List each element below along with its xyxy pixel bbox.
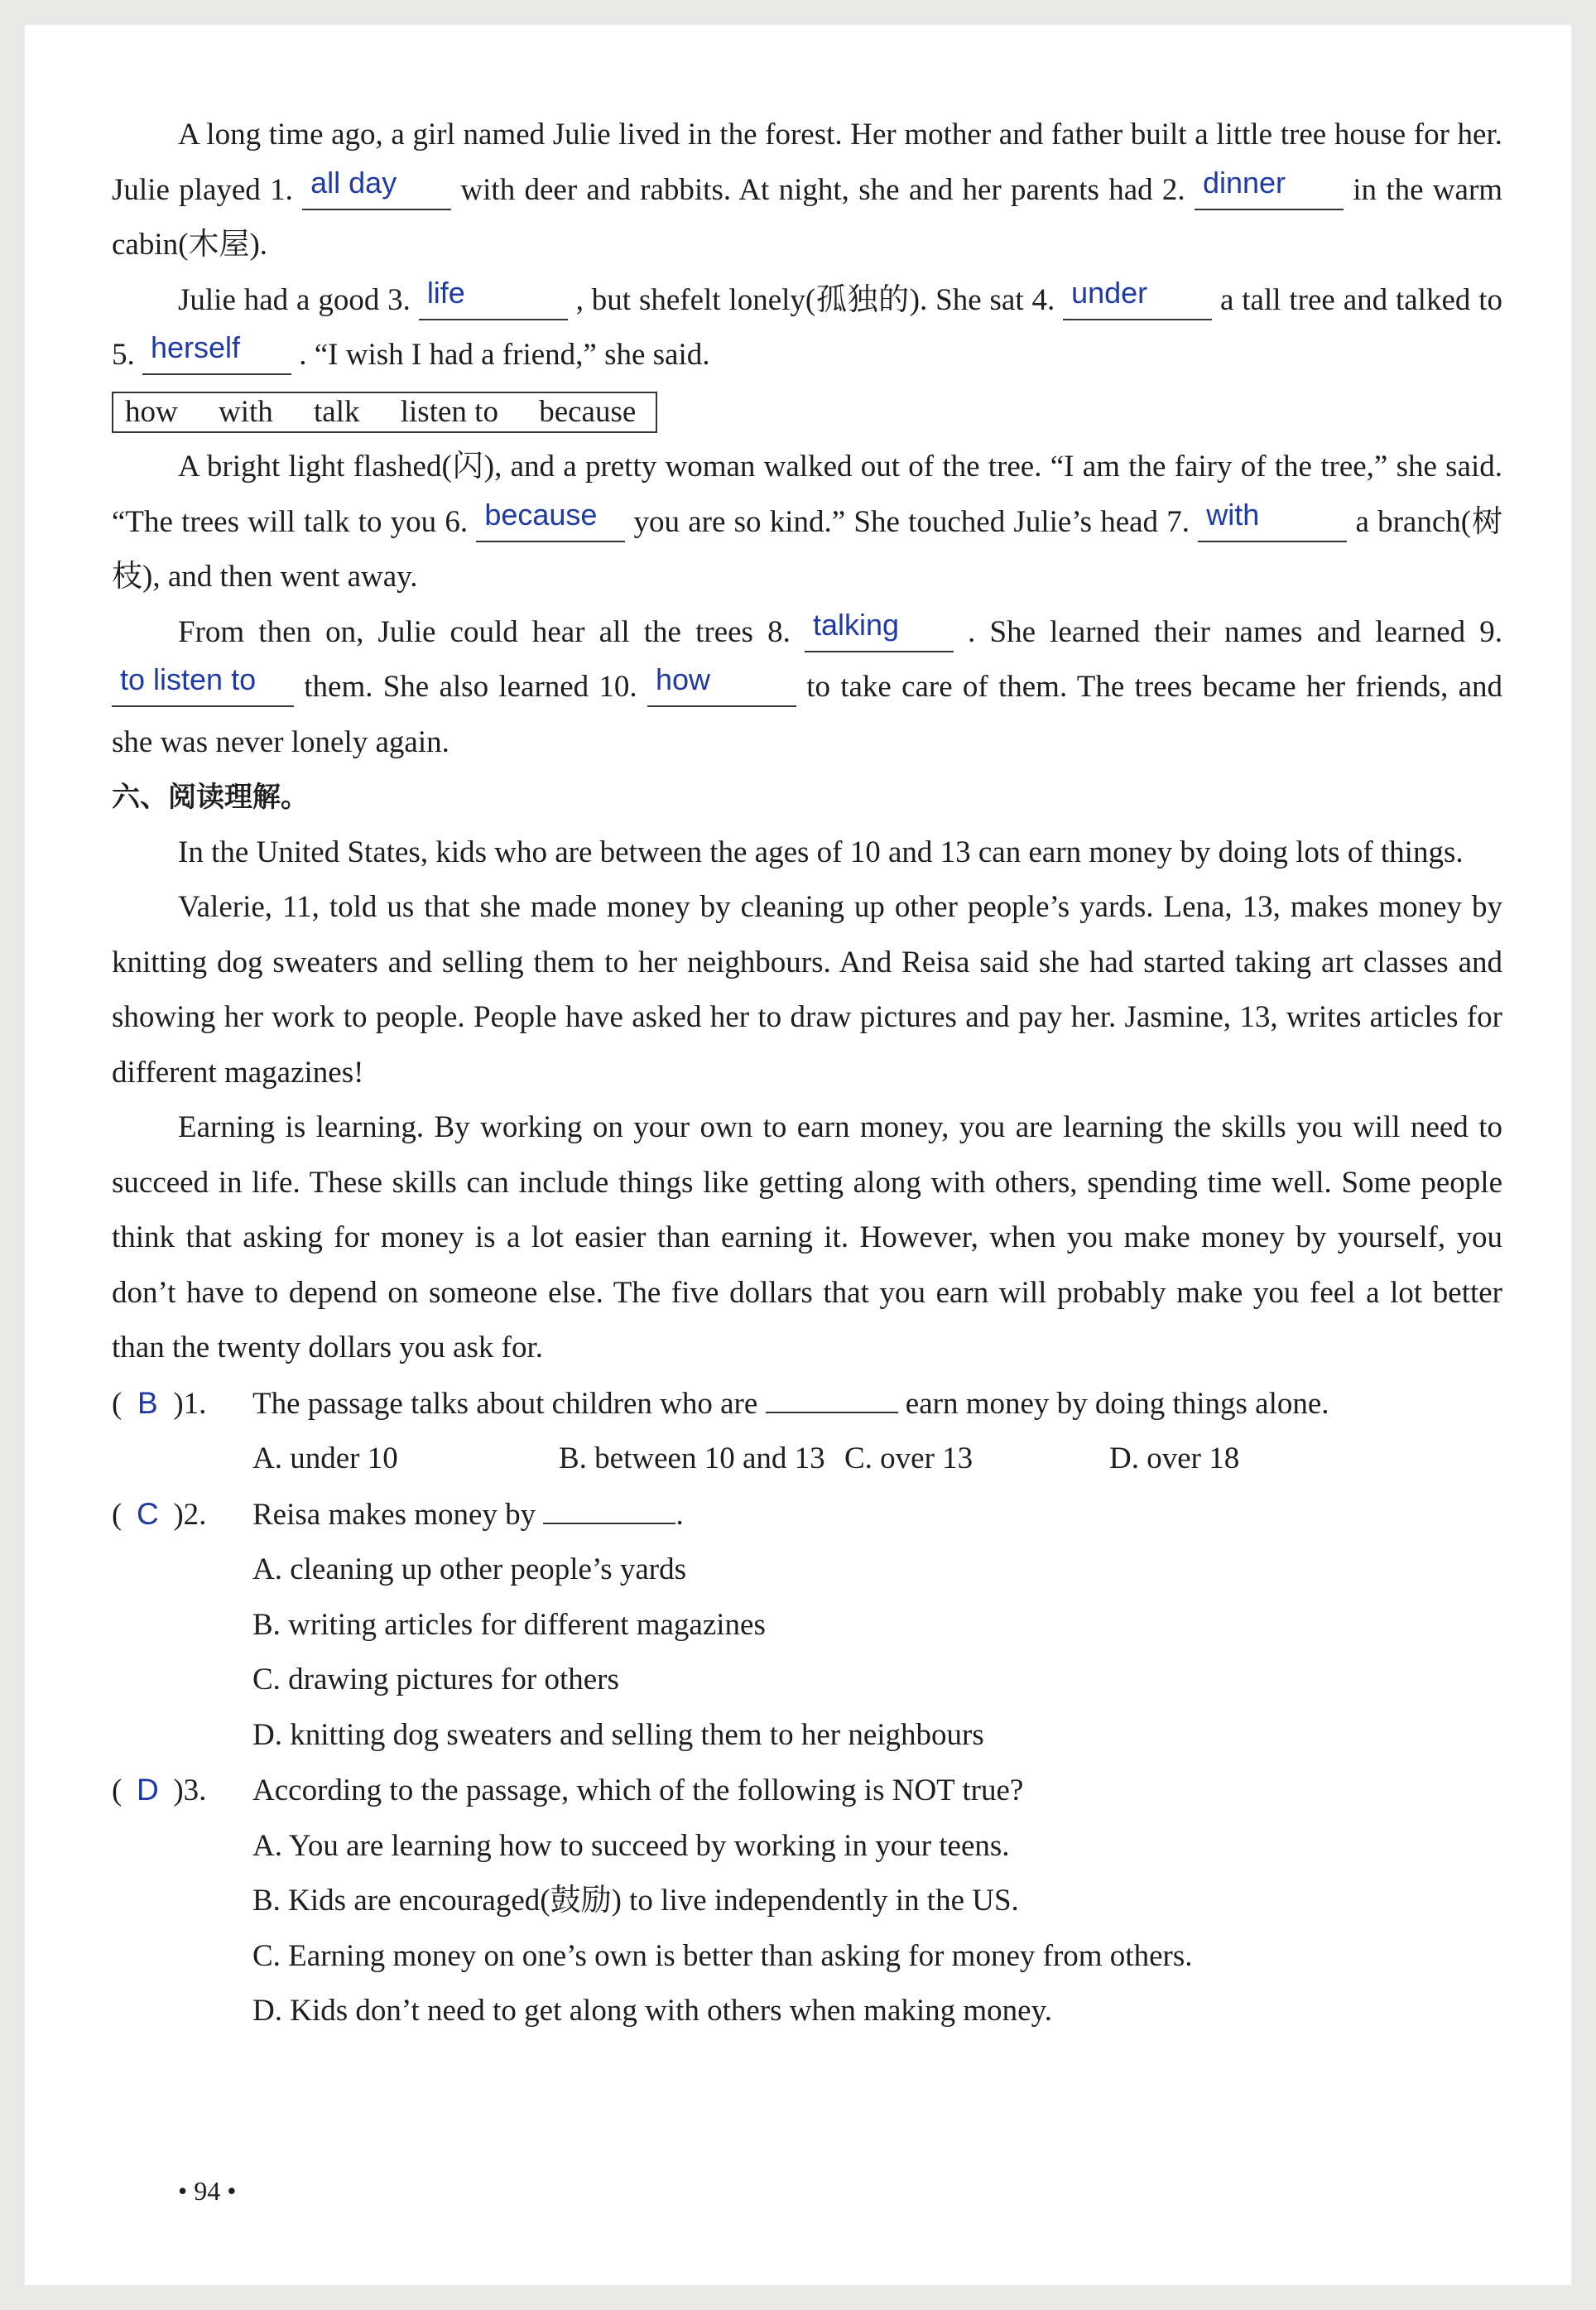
word-box-item: listen to — [400, 394, 498, 429]
section-title: 六、阅读理解。 — [112, 781, 309, 814]
answer-3: life — [426, 275, 465, 310]
reading-paragraph1: In the United States, kids who are between the ages of 10 and 13 can earn money by doing lots of things. — [178, 835, 1464, 869]
option: B. between 10 and 13 — [559, 1441, 825, 1475]
answer-2: dinner — [1202, 165, 1286, 200]
question-2-stem: Reisa makes money by . — [252, 1497, 684, 1532]
page-number: • 94 • — [178, 2176, 237, 2206]
word-box-item: talk — [314, 394, 360, 429]
option: B. Kids are encouraged(鼓励) to live independently in the US. — [252, 1884, 1019, 1918]
question-1-answer: B — [137, 1385, 158, 1420]
blank-3 — [419, 275, 568, 320]
answer-8: talking — [812, 607, 900, 642]
word-box-item: how — [125, 394, 178, 429]
question-2: ( C )2. Reisa makes money by . — [112, 1487, 1502, 1543]
answer-4: under — [1071, 275, 1148, 310]
question-3: ( D )3. According to the passage, which of the following is NOT true? — [112, 1763, 1502, 1819]
word-box-item: because — [539, 394, 637, 429]
option: C. Earning money on one’s own is better than asking for money from others. — [252, 1938, 1193, 1973]
question-1-blank — [766, 1412, 898, 1413]
question-2-answer: C — [136, 1496, 159, 1531]
passage1-paragraph1: A long time ago, a girl named Julie lived in the forest. Her mother and father built a little tree house for her. Julie played 1. all day with deer and rabbits. At night, she and her parents had 2. dinner in the warm cabin(木屋). — [112, 118, 1503, 262]
blank-1 — [302, 165, 451, 210]
content — [112, 108, 1502, 2039]
question-1-stem: The passage talks about children who are earn money by doing things alone. — [252, 1386, 1329, 1421]
question-3-answer: D — [136, 1773, 159, 1807]
answer-9: to listen to — [120, 662, 257, 696]
answer-10: how — [655, 662, 710, 696]
word-box-item: with — [218, 394, 273, 429]
passage1-paragraph2: Julie had a good 3. life , but shefelt lonely(孤独的). She sat 4. under a tall tree and talked to 5. herself . “I wish I had a friend,” she said. — [112, 273, 1502, 383]
option: D. Kids don’t need to get along with others when making money. — [252, 1994, 1052, 2028]
blank-7 — [1198, 497, 1347, 542]
blank-9 — [112, 662, 294, 707]
option: D. over 18 — [1109, 1441, 1240, 1475]
option: A. under 10 — [252, 1441, 398, 1475]
option: C. over 13 — [844, 1441, 973, 1475]
passage2-paragraph1: A bright light flashed(闪), and a pretty woman walked out of the tree. “I am the fairy of the tree,” she said. “The trees will talk to you 6. because you are so kind.” She touched Julie’s head 7. with a branch(树枝), and then went away. — [112, 450, 1503, 594]
blank-8 — [805, 607, 954, 652]
option: D. knitting dog sweaters and selling them to her neighbours — [252, 1717, 984, 1752]
reading-paragraph2: Valerie, 11, told us that she made money by cleaning up other people’s yards. Lena, 13, makes money by knitting dog sweaters and selling them to her neighbours. And Reisa said she had started taking art classes and showing her work to people. People have asked her to draw pictures and pay her. Jasmine, 13, writes articles for different magazines! — [112, 890, 1502, 1090]
option: A. cleaning up other people’s yards — [252, 1552, 687, 1586]
answer-5: herself — [151, 330, 241, 364]
blank-6 — [476, 497, 625, 542]
question-2-blank — [543, 1523, 675, 1524]
blank-2 — [1195, 165, 1344, 210]
passage2-paragraph2: From then on, Julie could hear all the trees 8. talking . She learned their names and learned 9. to listen to them. She also learned 10. how to take care of them. The trees became her friends, and she was never lonely again. — [112, 607, 1503, 759]
blank-4 — [1063, 275, 1212, 320]
answer-1: all day — [310, 165, 397, 200]
answer-7: with — [1206, 497, 1260, 532]
option: C. drawing pictures for others — [252, 1663, 619, 1696]
reading-paragraph3: Earning is learning. By working on your own to earn money, you are learning the skills you will need to succeed in life. These skills can include things like getting along with others, spending time well. Some people think that asking for money is a lot easier than earning it. However, when you make money by yourself, you don’t have to depend on someone else. The five dollars that you earn will probably make you feel a lot better than the twenty dollars you ask for. — [112, 1110, 1502, 1364]
question-1: ( B )1. The passage talks about children who are earn money by doing things alone. — [112, 1376, 1502, 1432]
blank-5 — [142, 330, 291, 375]
word-box — [112, 392, 657, 433]
question-3-stem: According to the passage, which of the following is NOT true? — [252, 1773, 1024, 1807]
blank-10 — [647, 662, 796, 707]
option: A. You are learning how to succeed by working in your teens. — [252, 1828, 1010, 1863]
question-1-options — [112, 1432, 1502, 1487]
answer-6: because — [484, 497, 598, 532]
option: B. writing articles for different magazines — [252, 1607, 766, 1642]
